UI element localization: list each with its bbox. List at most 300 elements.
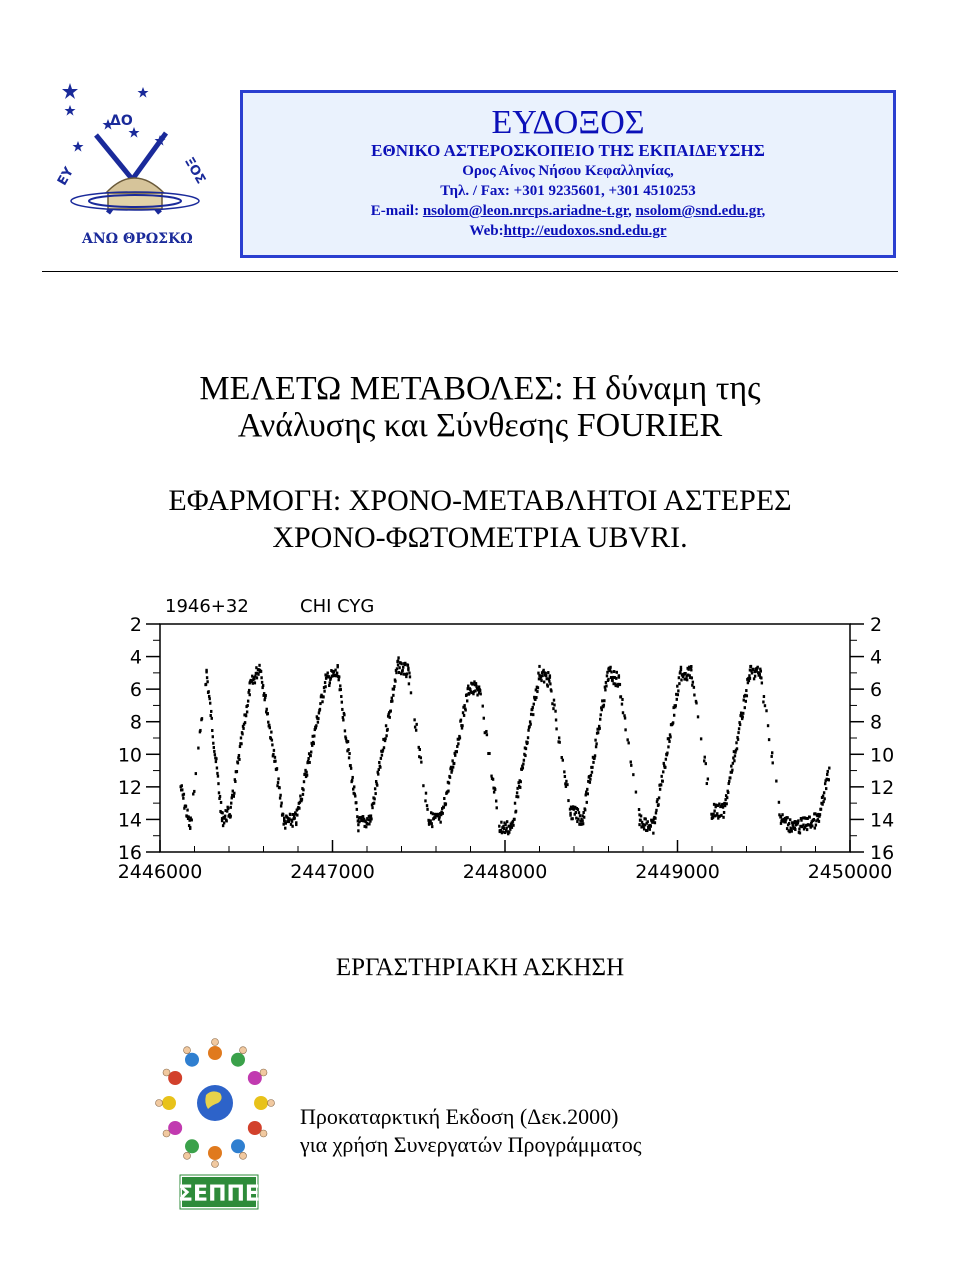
- light-curve-point: [231, 796, 233, 799]
- light-curve-point: [543, 680, 545, 683]
- y-tick-label-left: 10: [117, 744, 142, 767]
- light-curve-point: [700, 737, 702, 740]
- light-curve-point: [571, 817, 573, 820]
- email-separator: ,: [628, 203, 636, 219]
- light-curve-point: [737, 731, 739, 734]
- light-curve-point: [415, 723, 417, 726]
- light-curve-point: [356, 808, 358, 811]
- light-curve-point: [241, 732, 243, 735]
- light-curve-point: [599, 718, 601, 721]
- light-curve-point: [595, 742, 597, 745]
- edition-line-1: Προκαταρκτική Εκδοση (Δεκ.2000): [300, 1104, 619, 1129]
- light-curve-point: [426, 804, 428, 807]
- light-curve-point: [466, 699, 468, 702]
- light-curve-point: [429, 819, 431, 822]
- light-curve-point: [655, 811, 657, 814]
- light-curve-point: [798, 828, 800, 831]
- light-curve-point: [422, 784, 424, 787]
- light-curve-point: [373, 802, 375, 805]
- light-curve-point: [426, 808, 428, 811]
- light-curve-point: [260, 670, 262, 673]
- light-curve-point: [621, 698, 623, 701]
- light-curve-point: [730, 765, 732, 768]
- light-curve-point: [703, 759, 705, 762]
- light-curve-point: [317, 717, 319, 720]
- light-curve-point: [407, 664, 409, 667]
- light-curve-point: [313, 742, 315, 745]
- light-curve-point: [705, 762, 707, 765]
- light-curve-point: [550, 690, 552, 693]
- light-curve-point: [797, 819, 799, 822]
- light-curve-point: [723, 811, 725, 814]
- light-curve-point: [307, 757, 309, 760]
- light-curve-point: [456, 750, 458, 753]
- light-curve-point: [615, 677, 617, 680]
- light-curve-point: [445, 802, 447, 805]
- light-curve-point: [362, 815, 364, 818]
- light-curve-point: [296, 814, 298, 817]
- org-email: [243, 201, 893, 221]
- email-link-1[interactable]: nsolom@leon.nrcps.ariadne-t.gr: [422, 203, 629, 219]
- child-figure: [208, 1046, 222, 1060]
- light-curve-point: [195, 772, 197, 775]
- x-axis: [118, 840, 893, 883]
- light-curve-point: [289, 813, 291, 816]
- light-curve-point: [658, 796, 660, 799]
- light-curve-point: [323, 690, 325, 693]
- light-curve-point: [610, 676, 612, 679]
- light-curve-point: [638, 823, 640, 826]
- light-curve-point: [381, 754, 383, 757]
- light-curve-point: [697, 715, 699, 718]
- light-curve-point: [761, 681, 763, 684]
- light-curve-point: [324, 681, 326, 684]
- light-curve-point: [461, 724, 463, 727]
- light-curve-point: [678, 676, 680, 679]
- light-curve-point: [492, 778, 494, 781]
- light-curve-point: [791, 830, 793, 833]
- light-curve-point: [209, 702, 211, 705]
- y-tick-label-right: 10: [870, 744, 895, 767]
- light-curve-point: [397, 659, 399, 662]
- y-tick-label-right: 8: [870, 711, 883, 734]
- light-curve-point: [340, 688, 342, 691]
- light-curve-point: [555, 718, 557, 721]
- light-curve-point: [547, 685, 549, 688]
- light-curve-point: [601, 708, 603, 711]
- light-curve-point: [237, 761, 239, 764]
- light-curve-point: [619, 683, 621, 686]
- light-curve-point: [343, 713, 345, 716]
- light-curve-point: [609, 666, 611, 669]
- light-curve-point: [351, 776, 353, 779]
- light-curve-point: [415, 729, 417, 732]
- light-curve-point: [339, 684, 341, 687]
- light-curve-point: [216, 766, 218, 769]
- light-curve-point: [815, 824, 817, 827]
- light-curve-point: [459, 736, 461, 739]
- y-tick-label-right: 4: [870, 646, 883, 669]
- light-curve-point: [467, 685, 469, 688]
- light-curve-point: [483, 717, 485, 720]
- light-curve-point: [256, 676, 258, 679]
- light-curve-point: [294, 817, 296, 820]
- light-curve-point: [467, 687, 469, 690]
- light-curve-point: [594, 739, 596, 742]
- light-curve-point: [205, 683, 207, 686]
- light-curve-point: [591, 766, 593, 769]
- light-curve-point: [253, 677, 255, 680]
- light-curve-point: [219, 795, 221, 798]
- light-curve-point: [215, 757, 217, 760]
- y-tick-label-right: 14: [870, 809, 895, 832]
- light-curve-point: [763, 695, 765, 698]
- x-tick-label: 2448000: [462, 861, 548, 883]
- light-curve-point: [558, 741, 560, 744]
- light-curve-point: [279, 794, 281, 797]
- light-curve-point: [548, 680, 550, 683]
- light-curve-point: [823, 791, 825, 794]
- light-curve-point: [408, 672, 410, 675]
- light-curve-point: [193, 790, 195, 793]
- light-curve-point: [334, 669, 336, 672]
- light-curve-point: [368, 822, 370, 825]
- light-curve-point: [380, 757, 382, 760]
- light-curve-point: [282, 823, 284, 826]
- light-curve-point: [527, 729, 529, 732]
- light-curve-point: [315, 724, 317, 727]
- light-curve-point: [765, 709, 767, 712]
- svg-text:ΣΕΠΠΕ: ΣΕΠΠΕ: [178, 1182, 260, 1207]
- light-curve-point: [431, 825, 433, 828]
- light-curve-point: [383, 746, 385, 749]
- light-curve-point: [712, 816, 714, 819]
- light-curve-point: [728, 780, 730, 783]
- light-curve-point: [515, 810, 517, 813]
- light-curve-point: [493, 791, 495, 794]
- light-curve-point: [532, 706, 534, 709]
- light-curve-point: [181, 788, 183, 791]
- light-curve-point: [485, 730, 487, 733]
- light-curve-point: [680, 678, 682, 681]
- light-curve-point: [827, 770, 829, 773]
- light-curve-point: [288, 817, 290, 820]
- light-curve-point: [398, 666, 400, 669]
- light-curve-point: [676, 685, 678, 688]
- light-curve-point: [391, 700, 393, 703]
- light-curve-point: [684, 672, 686, 675]
- light-curve-point: [245, 714, 247, 717]
- y-tick-label-right: 12: [870, 776, 895, 799]
- light-curve-point: [538, 665, 540, 668]
- light-curve-point: [551, 702, 553, 705]
- light-curve-point: [726, 796, 728, 799]
- light-curve-point: [569, 812, 571, 815]
- light-curve-point: [496, 806, 498, 809]
- light-curve-point: [751, 672, 753, 675]
- light-curve-point: [321, 700, 323, 703]
- light-curve-point: [373, 797, 375, 800]
- light-curve-point: [720, 814, 722, 817]
- light-curve-point: [789, 818, 791, 821]
- light-curve-point: [234, 780, 236, 783]
- child-figure: [168, 1071, 182, 1085]
- email-link-2[interactable]: nsolom@snd.edu.gr: [635, 203, 762, 219]
- light-curve-point: [420, 756, 422, 759]
- light-curve-point: [748, 674, 750, 677]
- chart-frame: [160, 624, 850, 852]
- light-curve-point: [745, 689, 747, 692]
- light-curve-point: [329, 681, 331, 684]
- light-curve-point: [393, 688, 395, 691]
- light-curve-point: [223, 821, 225, 824]
- light-curve-point: [606, 671, 608, 674]
- child-figure: [231, 1139, 245, 1153]
- light-curve-point: [552, 707, 554, 710]
- light-curve-point: [336, 664, 338, 667]
- child-figure: [168, 1121, 182, 1135]
- light-curve-point: [319, 708, 321, 711]
- light-curve-point: [402, 666, 404, 669]
- light-curve-point: [744, 706, 746, 709]
- light-curve-point: [745, 700, 747, 703]
- light-curve-point: [520, 780, 522, 783]
- light-curve-point: [584, 808, 586, 811]
- light-curve-point: [786, 816, 788, 819]
- edition-line-2: για χρήση Συνεργατών Προγράμματος: [300, 1132, 642, 1157]
- light-curve-point: [244, 721, 246, 724]
- light-curve-point: [182, 797, 184, 800]
- child-head: [260, 1069, 267, 1076]
- light-curve-point: [242, 727, 244, 730]
- light-curve-point: [613, 670, 615, 673]
- light-curve-point: [395, 671, 397, 674]
- light-curve-point: [746, 694, 748, 697]
- light-curve-point: [224, 815, 226, 818]
- light-curve-point: [406, 672, 408, 675]
- main-title-line-2: Ανάλυσης και Σύνθεσης FOURIER: [237, 407, 723, 444]
- light-curve-point: [308, 761, 310, 764]
- child-figure: [254, 1096, 268, 1110]
- light-curve-point: [355, 801, 357, 804]
- light-curve-point: [317, 721, 319, 724]
- light-curve-point: [690, 665, 692, 668]
- light-curve-point: [432, 812, 434, 815]
- light-curve-point: [338, 678, 340, 681]
- light-curve-point: [707, 777, 709, 780]
- main-title-line-1: ΜΕΛΕΤΩ ΜΕΤΑΒΟΛΕΣ: Η δύναμη της: [199, 370, 761, 407]
- light-curve-point: [207, 690, 209, 693]
- light-curve-point: [495, 800, 497, 803]
- light-curve-point: [230, 815, 232, 818]
- x-tick-label: 2446000: [117, 861, 203, 883]
- light-curve-point: [357, 823, 359, 826]
- light-curve-chart: [110, 590, 900, 890]
- light-curve-point: [575, 817, 577, 820]
- light-curve-point: [668, 740, 670, 743]
- plot-border: [160, 624, 850, 852]
- light-curve-point: [400, 662, 402, 665]
- light-curve-point: [522, 763, 524, 766]
- light-curve-point: [261, 681, 263, 684]
- light-curve-point: [282, 813, 284, 816]
- light-curve-point: [519, 786, 521, 789]
- light-curve-point: [742, 712, 744, 715]
- light-curve-point: [654, 821, 656, 824]
- light-curve-point: [788, 822, 790, 825]
- light-curve-point: [274, 760, 276, 763]
- light-curve-point: [239, 745, 241, 748]
- light-curve-point: [646, 829, 648, 832]
- light-curve-point: [657, 803, 659, 806]
- light-curve-point: [582, 811, 584, 814]
- observatory-logo: [48, 75, 218, 255]
- x-tick-label: 2449000: [635, 861, 720, 883]
- child-head: [163, 1069, 170, 1076]
- light-curve-point: [396, 667, 398, 670]
- light-curve-point: [743, 699, 745, 702]
- light-curve-point: [498, 825, 500, 828]
- light-curve-point: [662, 770, 664, 773]
- light-curve-point: [516, 791, 518, 794]
- light-curve-point: [660, 775, 662, 778]
- light-curve-point: [749, 677, 751, 680]
- light-curve-point: [284, 827, 286, 830]
- light-curve-point: [555, 727, 557, 730]
- light-curve-point: [328, 684, 330, 687]
- y-tick-label-left: 2: [129, 614, 142, 636]
- child-figure: [231, 1053, 245, 1067]
- light-curve-point: [456, 745, 458, 748]
- light-curve-point: [389, 716, 391, 719]
- light-curve-point: [672, 721, 674, 724]
- light-curve-point: [735, 741, 737, 744]
- light-curve-point: [578, 811, 580, 814]
- y-tick-label-left: 16: [117, 842, 142, 864]
- child-head: [212, 1161, 219, 1168]
- light-curve-point: [257, 673, 259, 676]
- org-location: Ορος Αίνος Νήσου Κεφαλληνίας,: [462, 163, 674, 179]
- light-curve-point: [822, 800, 824, 803]
- light-curve-point: [185, 805, 187, 808]
- light-curve-point: [212, 735, 214, 738]
- light-curve-point: [610, 670, 612, 673]
- child-head: [240, 1152, 247, 1159]
- light-curve-point: [678, 682, 680, 685]
- light-curve-point: [716, 812, 718, 815]
- light-curve-point: [291, 820, 293, 823]
- light-curve-point: [603, 704, 605, 707]
- light-curve-point: [322, 695, 324, 698]
- light-curve-point: [666, 752, 668, 755]
- x-tick-label: 2450000: [807, 861, 893, 883]
- light-curve-point: [301, 798, 303, 801]
- light-curve-point: [669, 735, 671, 738]
- light-curve-point: [525, 747, 527, 750]
- light-curve-point: [767, 724, 769, 727]
- y-tick-label-right: 16: [870, 842, 895, 864]
- light-curve-point: [454, 754, 456, 757]
- svg-text:ΔΟ: ΔΟ: [110, 113, 133, 129]
- light-curve-point: [183, 793, 185, 796]
- light-curve-point: [450, 766, 452, 769]
- light-curve-point: [302, 793, 304, 796]
- light-curve-point: [536, 690, 538, 693]
- light-curve-point: [691, 676, 693, 679]
- light-curve-point: [410, 691, 412, 694]
- light-curve-point: [605, 685, 607, 688]
- light-curve-point: [348, 752, 350, 755]
- light-curve-point: [341, 708, 343, 711]
- light-curve-point: [303, 780, 305, 783]
- light-curve-point: [729, 776, 731, 779]
- light-curve-point: [280, 802, 282, 805]
- light-curve-point: [394, 680, 396, 683]
- light-curve-point: [722, 806, 724, 809]
- light-curve-point: [378, 761, 380, 764]
- light-curve-point: [181, 784, 183, 787]
- light-curve-point: [187, 815, 189, 818]
- light-curve-point: [324, 685, 326, 688]
- light-curve-point: [414, 726, 416, 729]
- light-curve-point: [563, 770, 565, 773]
- light-curve-point: [384, 737, 386, 740]
- light-curve-point: [246, 704, 248, 707]
- light-curve-point: [771, 751, 773, 754]
- light-curve-point: [770, 755, 772, 758]
- light-curve-point: [577, 808, 579, 811]
- light-curve-point: [267, 712, 269, 715]
- light-curve-point: [340, 695, 342, 698]
- light-curve-point: [695, 701, 697, 704]
- light-curve-point: [374, 792, 376, 795]
- light-curve-point: [706, 782, 708, 785]
- light-curve-point: [505, 827, 507, 830]
- light-curve-point: [522, 767, 524, 770]
- light-curve-point: [405, 675, 407, 678]
- light-curve-point: [775, 780, 777, 783]
- light-curve-point: [778, 801, 780, 804]
- light-curve-point: [205, 670, 207, 673]
- light-curve-point: [814, 827, 816, 830]
- web-link[interactable]: http://eudoxos.snd.edu.gr: [503, 223, 667, 239]
- light-curve-point: [210, 714, 212, 717]
- light-curve-point: [553, 704, 555, 707]
- light-curve-point: [660, 783, 662, 786]
- light-curve-point: [603, 699, 605, 702]
- light-curve-point: [754, 675, 756, 678]
- light-curve-point: [397, 656, 399, 659]
- light-curve-point: [704, 756, 706, 759]
- light-curve-point: [451, 759, 453, 762]
- light-curve-point: [226, 810, 228, 813]
- light-curve-point: [804, 817, 806, 820]
- child-figure: [185, 1053, 199, 1067]
- light-curve-point: [370, 814, 372, 817]
- light-curve-point: [262, 684, 264, 687]
- light-curve-point: [249, 693, 251, 696]
- light-curve-point: [276, 767, 278, 770]
- light-curve-point: [424, 799, 426, 802]
- web-label: Web:: [469, 223, 504, 239]
- light-curve-point: [474, 689, 476, 692]
- light-curve-point: [208, 697, 210, 700]
- light-curve-point: [488, 752, 490, 755]
- light-curve-point: [367, 818, 369, 821]
- light-curve-point: [502, 830, 504, 833]
- light-curve-point: [336, 672, 338, 675]
- email-end: ,: [761, 203, 766, 219]
